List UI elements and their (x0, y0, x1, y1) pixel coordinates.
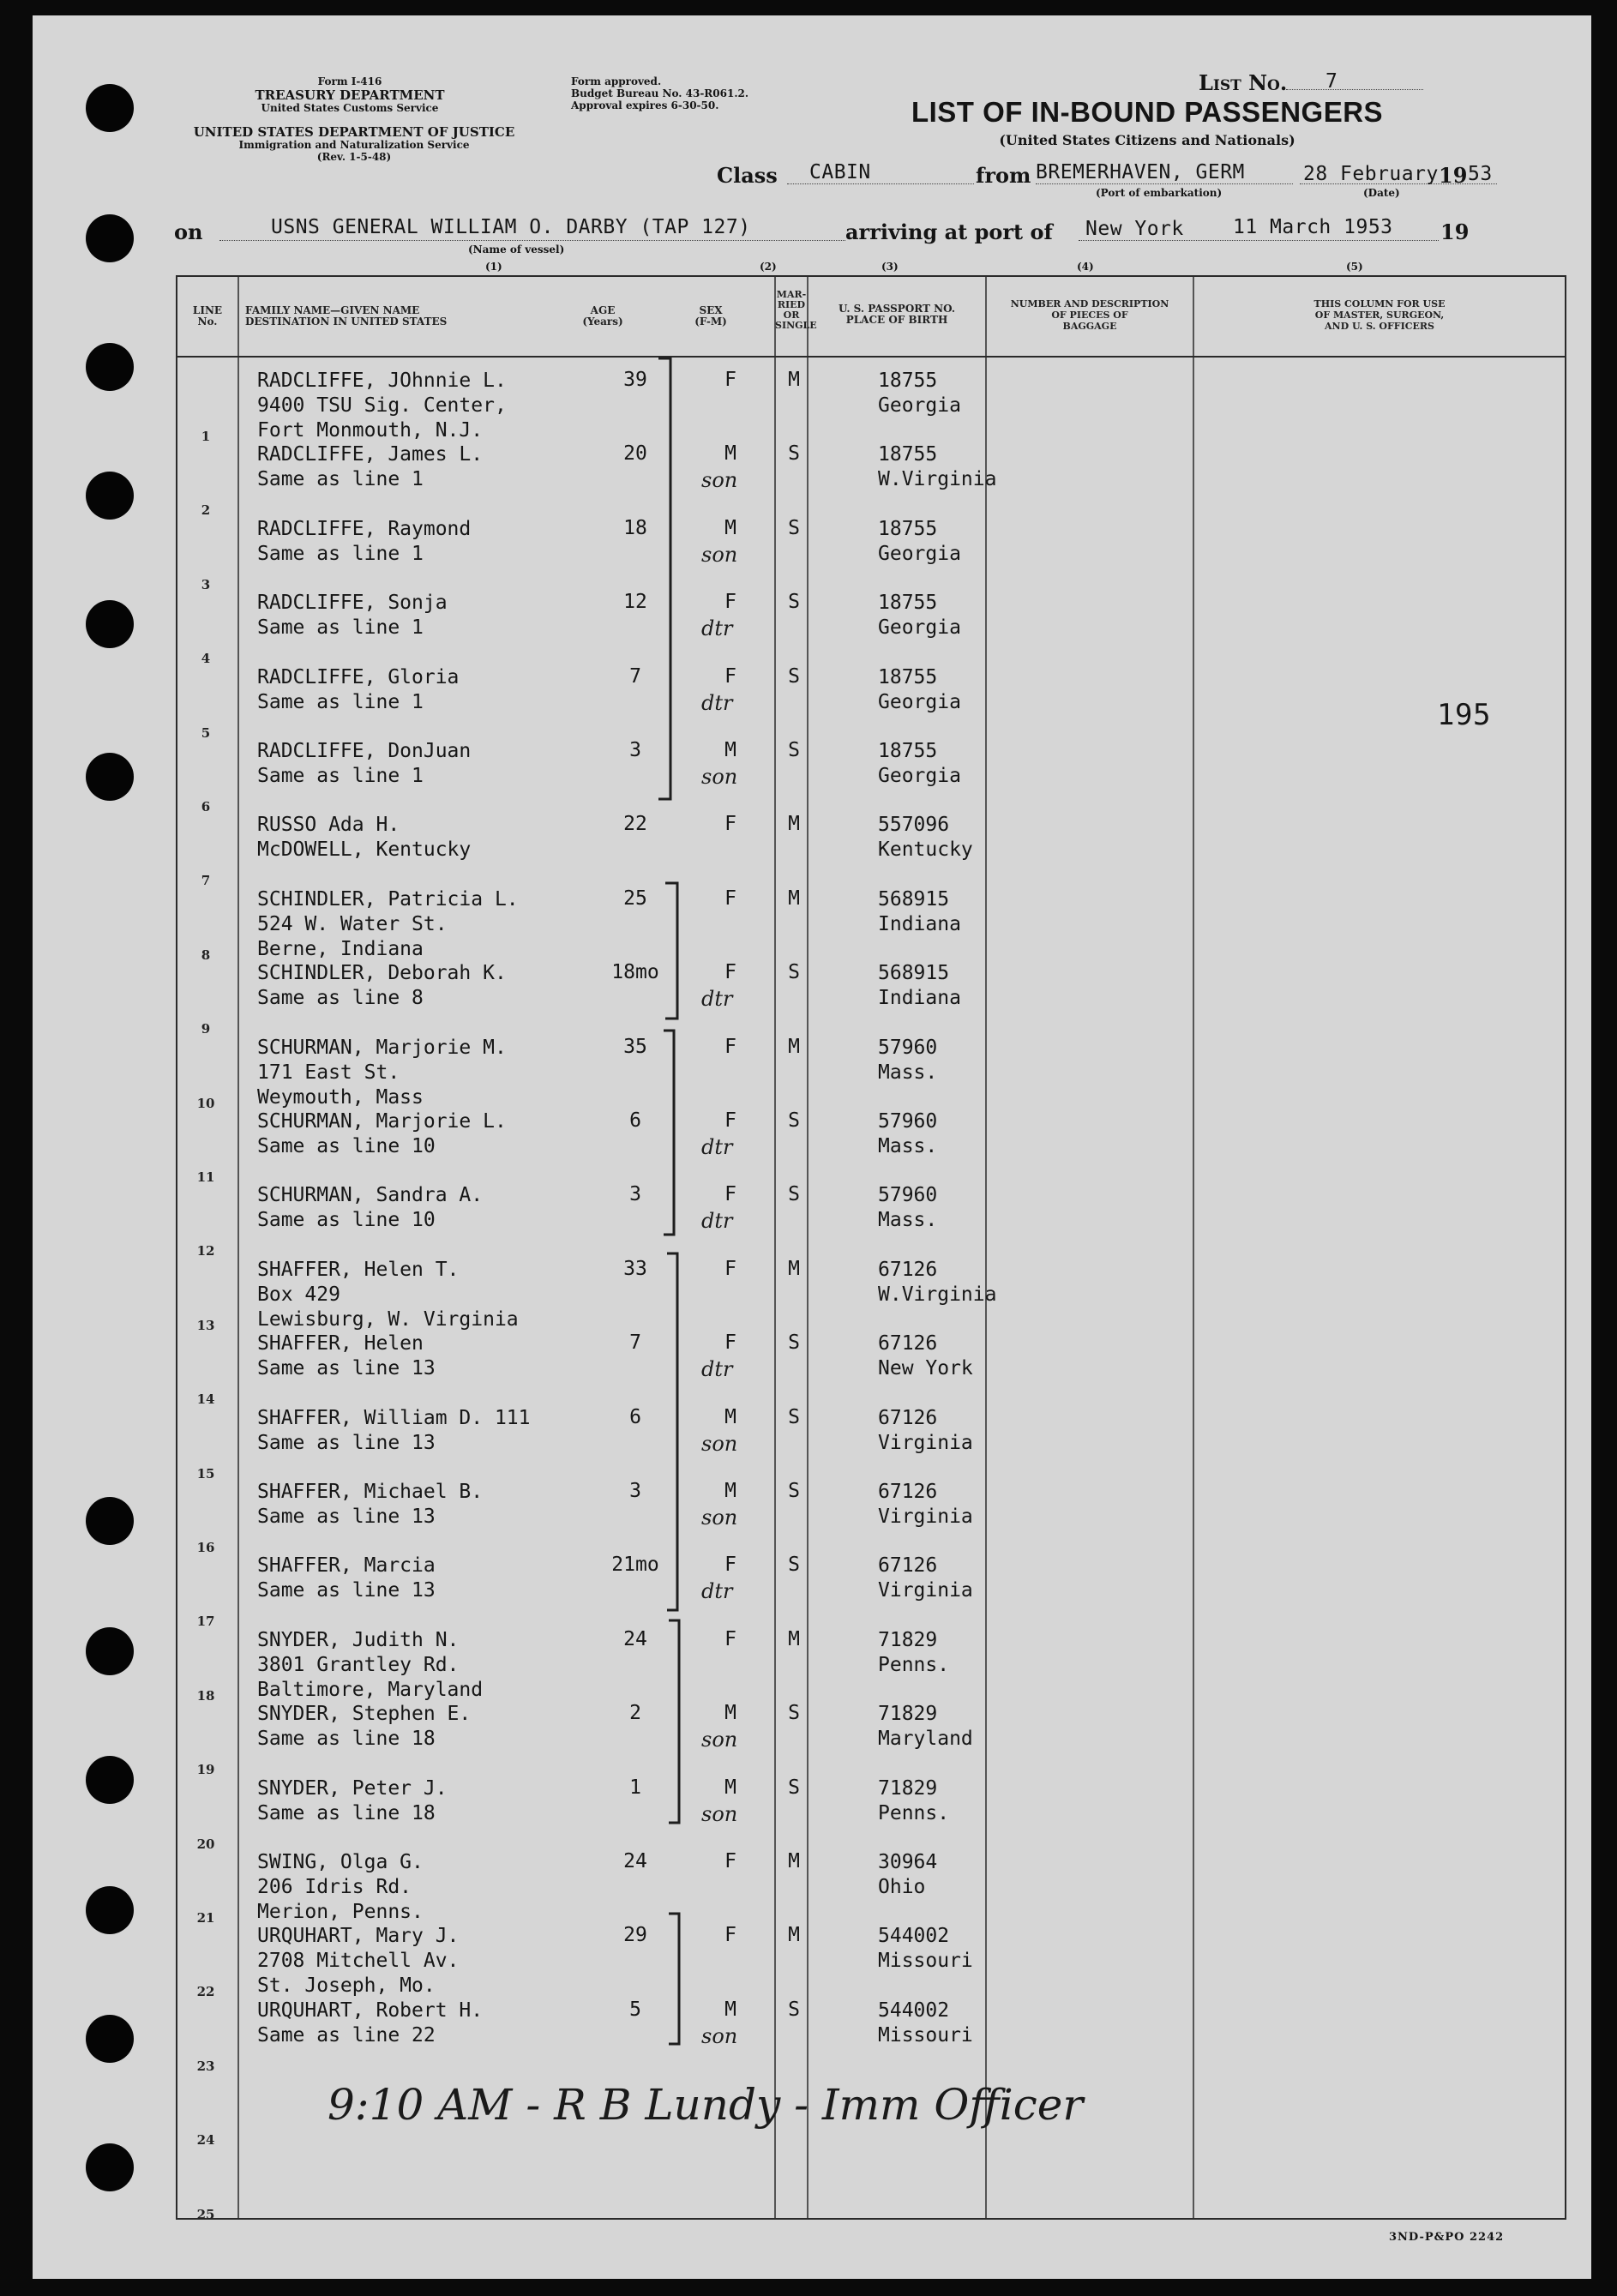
passenger-name: RADCLIFFE, James L. (257, 443, 484, 466)
passenger-sex: M (724, 516, 736, 539)
passport-number: 18755 (878, 665, 938, 688)
marital-status: S (788, 442, 800, 466)
passport-number: 67126 (878, 1481, 938, 1503)
line-number: 12 (196, 1243, 215, 1259)
destination-line: Same as line 22 (257, 2023, 436, 2047)
passenger-age: 25 (623, 887, 647, 910)
passport-number: 67126 (878, 1332, 938, 1355)
arrival-port: New York (1085, 218, 1184, 240)
passenger-name: SCHURMAN, Marjorie M. (257, 1036, 507, 1059)
place-of-birth: Mass. (878, 1209, 938, 1232)
passenger-age: 2 (629, 1702, 641, 1725)
passenger-age: 39 (623, 369, 647, 391)
place-of-birth: Virginia (878, 1506, 973, 1528)
passenger-sex: M (724, 1405, 736, 1428)
relationship-mark: dtr (701, 1135, 733, 1159)
passenger-age: 7 (629, 1331, 641, 1355)
passenger-age: 18mo (611, 961, 659, 984)
place-of-birth: Virginia (878, 1579, 973, 1602)
destination-line: 524 W. Water St. (257, 912, 448, 935)
destination-line: 3801 Grantley Rd. (257, 1653, 460, 1676)
passenger-name: SHAFFER, Helen T. (257, 1258, 460, 1281)
passenger-sex: F (724, 664, 736, 688)
passport-number: 544002 (878, 1998, 950, 2022)
passenger-name: URQUHART, Robert H. (257, 1998, 484, 2022)
passenger-sex: F (724, 1627, 736, 1650)
destination-line: Box 429 (257, 1283, 340, 1306)
manifest-page (33, 15, 1591, 2279)
line-number: 1 (201, 429, 211, 444)
officer-note: 195 (1437, 698, 1491, 732)
passport-number: 568915 (878, 887, 950, 911)
passenger-age: 18 (623, 516, 647, 539)
vessel-name: USNS GENERAL WILLIAM O. DARBY (TAP 127) (271, 216, 751, 238)
justice-dept: UNITED STATES DEPARTMENT OF JUSTICE (193, 124, 515, 140)
passenger-name: URQUHART, Mary J. (257, 1925, 460, 1948)
passport-number: 18755 (878, 740, 938, 762)
printer-mark: 3ND-P&PO 2242 (1389, 2231, 1505, 2244)
passenger-age: 24 (623, 1627, 647, 1650)
passport-number: 18755 (878, 443, 938, 466)
approval-line-1: Form approved. (571, 75, 662, 87)
approval-line-3: Approval expires 6-30-50. (571, 99, 719, 111)
passenger-age: 22 (623, 813, 647, 836)
passport-number: 71829 (878, 1703, 938, 1726)
passenger-age: 3 (629, 1183, 641, 1206)
on-label: on (174, 219, 203, 244)
passenger-name: SWING, Olga G. (257, 1851, 424, 1873)
passenger-age: 3 (629, 739, 641, 761)
family-brackets (33, 15, 1591, 2279)
passport-number: 18755 (878, 370, 938, 392)
place-of-birth: Missouri (878, 2023, 973, 2047)
place-of-birth: Ohio (878, 1876, 926, 1898)
ins-service: Immigration and Naturalization Service (238, 139, 470, 151)
passenger-age: 7 (629, 664, 641, 688)
passport-number: 557096 (878, 814, 950, 837)
line-number: 9 (201, 1021, 211, 1037)
destination-line: Berne, Indiana (257, 937, 424, 960)
passport-number: 18755 (878, 517, 938, 540)
passenger-sex: F (724, 1257, 736, 1280)
place-of-birth: Mass. (878, 1135, 938, 1157)
approval-line-2: Budget Bureau No. 43-R061.2. (571, 87, 749, 99)
relationship-mark: son (701, 1506, 738, 1530)
line-number: 18 (196, 1687, 215, 1704)
relationship-mark: dtr (701, 1579, 733, 1604)
passport-number: 71829 (878, 1628, 938, 1651)
passenger-sex: F (724, 1183, 736, 1206)
line-number: 2 (201, 502, 211, 519)
passenger-sex: M (724, 1776, 736, 1799)
list-no-label: List No. (1199, 70, 1288, 95)
destination-line: 206 Idris Rd. (257, 1876, 412, 1898)
marital-status: M (788, 1035, 800, 1058)
year-prefix: 19 (1439, 163, 1468, 188)
place-of-birth: Penns. (878, 1653, 950, 1676)
line-number: 20 (196, 1836, 215, 1852)
customs-service: United States Customs Service (261, 102, 439, 114)
line-number: 7 (201, 873, 211, 889)
inspector-signature: 9:10 AM - R B Lundy - Imm Officer (328, 2080, 1084, 2130)
passenger-sex: F (724, 961, 736, 984)
destination-line: Weymouth, Mass (257, 1085, 424, 1109)
destination-line: Same as line 10 (257, 1209, 436, 1232)
place-of-birth: Missouri (878, 1950, 973, 1973)
passenger-name: SNYDER, Peter J. (257, 1776, 448, 1800)
column-header-line: LINE No. (192, 304, 223, 328)
passenger-sex: M (724, 1998, 736, 2021)
arriving-label: arriving at port of (845, 219, 1053, 244)
passenger-age: 5 (629, 1998, 641, 2021)
passport-number: 30964 (878, 1851, 938, 1873)
line-number: 25 (196, 2206, 215, 2222)
relationship-mark: son (701, 468, 738, 493)
page-title: LIST OF IN-BOUND PASSENGERS (911, 96, 1384, 128)
destination-line: Same as line 13 (257, 1579, 436, 1602)
destination-line: Lewisburg, W. Virginia (257, 1307, 519, 1331)
marital-status: S (788, 1405, 800, 1428)
relationship-mark: son (701, 1431, 738, 1456)
marital-status: M (788, 1627, 800, 1650)
place-of-birth: Georgia (878, 394, 961, 417)
from-label: from (976, 163, 1031, 188)
destination-line: Same as line 13 (257, 1357, 436, 1380)
passport-number: 67126 (878, 1406, 938, 1429)
column-number-2: (2) (760, 261, 777, 273)
column-header-sex: SEX (F-M) (694, 304, 727, 328)
destination-line: Same as line 13 (257, 1431, 436, 1454)
passport-number: 67126 (878, 1554, 938, 1578)
passenger-age: 35 (623, 1035, 647, 1058)
place-of-birth: Georgia (878, 690, 961, 713)
destination-line: 171 East St. (257, 1061, 400, 1084)
marital-status: M (788, 813, 800, 836)
place-of-birth: Virginia (878, 1431, 973, 1454)
destination-line: St. Joseph, Mo. (257, 1974, 436, 1998)
destination-line: Same as line 1 (257, 765, 424, 787)
place-of-birth: Georgia (878, 616, 961, 640)
place-of-birth: W.Virginia (878, 468, 997, 491)
passenger-name: SHAFFER, Michael B. (257, 1481, 484, 1503)
passenger-name: RADCLIFFE, DonJuan (257, 740, 472, 762)
passenger-name: SCHINDLER, Patricia L. (257, 887, 519, 911)
marital-status: S (788, 961, 800, 984)
column-number-1: (1) (485, 261, 502, 273)
passenger-name: SHAFFER, Marcia (257, 1554, 436, 1578)
destination-line: Same as line 1 (257, 468, 424, 491)
column-number-4: (4) (1077, 261, 1094, 273)
destination-line: Fort Monmouth, N.J. (257, 419, 484, 442)
line-number: 6 (201, 799, 211, 814)
passenger-name: RADCLIFFE, JOhnnie L. (257, 370, 507, 392)
destination-line: Merion, Penns. (257, 1901, 424, 1923)
arrival-year-prefix: 19 (1440, 219, 1470, 244)
destination-line: Same as line 18 (257, 1801, 436, 1824)
passenger-name: SCHINDLER, Deborah K. (257, 962, 507, 985)
place-of-birth: New York (878, 1357, 973, 1380)
line-number: 8 (201, 947, 211, 963)
place-of-birth: Georgia (878, 542, 961, 565)
passenger-sex: M (724, 1702, 736, 1725)
marital-status: S (788, 591, 800, 614)
place-of-birth: Mass. (878, 1061, 938, 1084)
marital-status: S (788, 516, 800, 539)
marital-status: S (788, 1554, 800, 1577)
marital-status: S (788, 1109, 800, 1132)
marital-status: M (788, 887, 800, 910)
marital-status: S (788, 664, 800, 688)
place-of-birth: Maryland (878, 1728, 973, 1751)
place-of-birth: Penns. (878, 1801, 950, 1824)
relationship-mark: son (701, 2023, 738, 2048)
passenger-age: 24 (623, 1850, 647, 1872)
column-header-officers: THIS COLUMN FOR USE OF MASTER, SURGEON, AND U. S. OFFICERS (1313, 298, 1446, 332)
marital-status: S (788, 1183, 800, 1206)
passenger-name: RADCLIFFE, Gloria (257, 665, 460, 688)
passenger-name: RADCLIFFE, Sonja (257, 592, 448, 615)
passenger-sex: F (724, 591, 736, 614)
passenger-name: SCHURMAN, Sandra A. (257, 1184, 484, 1207)
passenger-name: SNYDER, Judith N. (257, 1628, 460, 1651)
marital-status: S (788, 739, 800, 761)
relationship-mark: dtr (701, 690, 733, 715)
line-number: 23 (196, 2058, 215, 2074)
passenger-sex: F (724, 1850, 736, 1872)
destination-line: 2708 Mitchell Av. (257, 1950, 460, 1973)
destination-line: Same as line 1 (257, 616, 424, 640)
column-number-5: (5) (1346, 261, 1363, 273)
relationship-mark: son (701, 1801, 738, 1826)
marital-status: M (788, 1924, 800, 1947)
passenger-age: 33 (623, 1257, 647, 1280)
destination-line: Baltimore, Maryland (257, 1678, 484, 1701)
passenger-sex: F (724, 887, 736, 910)
place-of-birth: W.Virginia (878, 1283, 997, 1306)
embarkation-date: 28 February (1303, 163, 1439, 185)
class-value: CABIN (809, 161, 871, 183)
form-number: Form I-416 (317, 75, 382, 87)
passenger-name: SHAFFER, Helen (257, 1332, 424, 1355)
marital-status: S (788, 1331, 800, 1355)
passenger-age: 12 (623, 591, 647, 614)
marital-status: M (788, 369, 800, 391)
marital-status: S (788, 1776, 800, 1799)
marital-status: S (788, 1480, 800, 1502)
passenger-sex: M (724, 739, 736, 761)
line-number: 22 (196, 1984, 215, 2000)
passport-number: 57960 (878, 1110, 938, 1133)
column-header-name: FAMILY NAME—GIVEN NAME DESTINATION IN UNITED STATES (245, 304, 448, 328)
relationship-mark: son (701, 765, 738, 789)
destination-line: Same as line 8 (257, 987, 424, 1010)
line-number: 14 (196, 1391, 215, 1408)
place-of-birth: Georgia (878, 765, 961, 787)
passenger-age: 21mo (611, 1554, 659, 1577)
marital-status: M (788, 1850, 800, 1872)
passenger-sex: F (724, 369, 736, 391)
passport-number: 544002 (878, 1925, 950, 1948)
marital-status: S (788, 1702, 800, 1725)
passenger-name: SNYDER, Stephen E. (257, 1703, 472, 1726)
passenger-sex: F (724, 1109, 736, 1132)
place-of-birth: Kentucky (878, 838, 973, 862)
destination-line: Same as line 1 (257, 542, 424, 565)
passenger-age: 3 (629, 1480, 641, 1502)
relationship-mark: son (701, 542, 738, 567)
port-caption: (Port of embarkation) (1096, 187, 1223, 199)
passenger-sex: F (724, 1554, 736, 1577)
arrival-date: 11 March 1953 (1233, 216, 1393, 238)
relationship-mark: dtr (701, 987, 733, 1012)
class-label: Class (717, 163, 778, 188)
destination-line: 9400 TSU Sig. Center, (257, 394, 507, 417)
column-header-baggage: NUMBER AND DESCRIPTION OF PIECES OF BAGGAGE (1010, 298, 1169, 332)
marital-status: M (788, 1257, 800, 1280)
list-no-value: 7 (1325, 70, 1338, 93)
line-number: 5 (201, 724, 211, 741)
passenger-age: 20 (623, 442, 647, 466)
passenger-age: 1 (629, 1776, 641, 1799)
destination-line: Same as line 13 (257, 1506, 436, 1528)
line-number: 10 (196, 1095, 215, 1111)
passport-number: 57960 (878, 1184, 938, 1207)
destination-line: Same as line 1 (257, 690, 424, 713)
passenger-sex: F (724, 1331, 736, 1355)
line-number: 3 (201, 576, 211, 592)
passport-number: 67126 (878, 1258, 938, 1281)
passenger-sex: F (724, 1035, 736, 1058)
column-header-passport: U. S. PASSPORT NO. PLACE OF BIRTH (838, 303, 956, 326)
passenger-sex: M (724, 442, 736, 466)
passenger-sex: F (724, 813, 736, 836)
embarkation-port: BREMERHAVEN, GERM (1036, 161, 1245, 183)
date-caption: (Date) (1363, 187, 1400, 199)
passenger-sex: M (724, 1480, 736, 1502)
marital-status: S (788, 1998, 800, 2021)
relationship-mark: dtr (701, 616, 733, 641)
passenger-age: 6 (629, 1405, 641, 1428)
passport-number: 18755 (878, 592, 938, 615)
place-of-birth: Indiana (878, 912, 961, 935)
passenger-name: RUSSO Ada H. (257, 814, 400, 837)
passport-number: 57960 (878, 1036, 938, 1059)
relationship-mark: dtr (701, 1357, 733, 1382)
treasury-dept: TREASURY DEPARTMENT (255, 87, 445, 103)
destination-line: Same as line 18 (257, 1728, 436, 1751)
passenger-name: SHAFFER, William D. 111 (257, 1406, 531, 1429)
passenger-age: 29 (623, 1924, 647, 1947)
year-value: 53 (1468, 163, 1493, 185)
column-header-age: AGE (Years) (582, 304, 623, 328)
place-of-birth: Indiana (878, 987, 961, 1010)
line-number: 16 (196, 1540, 215, 1555)
line-number: 15 (196, 1465, 215, 1482)
passenger-name: RADCLIFFE, Raymond (257, 517, 472, 540)
vessel-caption: (Name of vessel) (468, 243, 565, 255)
relationship-mark: dtr (701, 1209, 733, 1234)
passenger-age: 6 (629, 1109, 641, 1132)
column-header-married: MAR- RIED OR SINGLE (775, 289, 817, 331)
line-number: 17 (196, 1614, 215, 1630)
line-number: 21 (196, 1910, 215, 1926)
line-number: 11 (196, 1169, 215, 1185)
passenger-sex: F (724, 1924, 736, 1947)
passport-number: 568915 (878, 962, 950, 985)
line-number: 13 (196, 1317, 215, 1333)
destination-line: McDOWELL, Kentucky (257, 838, 472, 862)
passenger-name: SCHURMAN, Marjorie L. (257, 1110, 507, 1133)
form-revision: (Rev. 1-5-48) (316, 151, 392, 163)
page-subtitle: (United States Citizens and Nationals) (999, 132, 1295, 148)
line-number: 4 (201, 651, 211, 667)
relationship-mark: son (701, 1728, 738, 1752)
line-number: 24 (196, 2132, 215, 2149)
column-number-3: (3) (881, 261, 899, 273)
destination-line: Same as line 10 (257, 1135, 436, 1157)
line-number: 19 (196, 1762, 215, 1778)
passport-number: 71829 (878, 1776, 938, 1800)
